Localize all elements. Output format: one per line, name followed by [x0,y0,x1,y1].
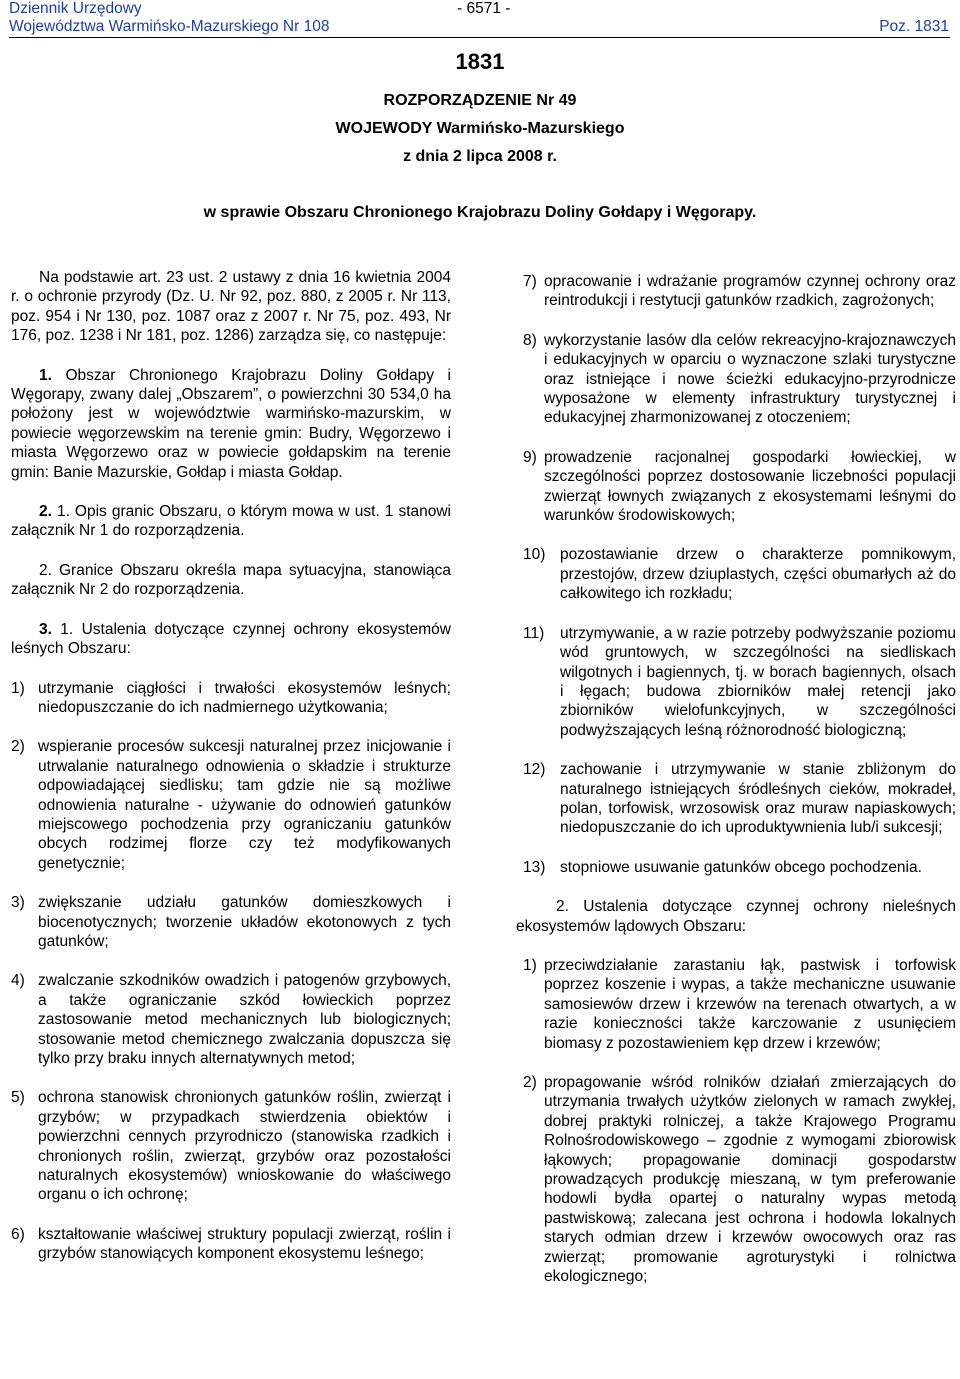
list-item-text: pozostawianie drzew o charakterze pomnikowym, przestojów, drzew dziuplastych, części obumarłych aż do całkowitego ich rozkładu; [560,546,956,603]
list-item-number: 8) [523,331,537,349]
list-item-text: wykorzystanie lasów dla celów rekreacyjno-krajoznawczych i edukacyjnych w oparciu o wyznaczone szlaki turystyczne oraz istniejące i nowe ścieżki edukacyjno-przyrodnicze wyposażone w elementy infrastruktury turystycznej i edukacyjnej zharmonizowanej z otoczeniem; [544,331,956,427]
list-item-text: utrzymywanie, a w razie potrzeby podwyższanie poziomu wód gruntowych, w szczególności na siedliskach wilgotnych i bagiennych, tj. w borach bagiennych, olsach i łęgach; budowa zbiorników małej retencji jako zbiorników wielofunkcyjnych, w szczególności podwyższających leśną różnorodność biologiczną; [560,624,956,739]
page-header [9,0,949,36]
section-2-text: 1. Opis granic Obszaru, o którym mowa w ust. 1 stanowi załącznik Nr 1 do rozporządzenia. [11,503,451,540]
section-1-number: 1. [39,366,52,384]
issuer: WOJEWODY Warmińsko-Mazurskiego [335,120,625,137]
list-item [11,1088,451,1204]
list-item [523,448,956,526]
section-2-number: 2. [39,503,52,521]
section-2-paragraph-2: 2. Granice Obszaru określa mapa sytuacyjna, stanowiąca załącznik Nr 2 do rozporządzenia. [11,561,451,599]
list-item-number: 6) [11,1225,25,1243]
list-item [523,331,956,428]
date-line: z dnia 2 lipca 2008 r. [403,148,557,165]
list-item [523,858,956,877]
list-item-number: 7) [523,273,537,290]
list-item-number: 2) [11,738,25,756]
list-item-text: zwiększanie udziału gatunków domieszkowych i biocenotycznych; tworzenie układów ekotonowych z tych gatunków; [38,894,451,950]
list-item-number: 12) [523,761,546,779]
list-item-number: 13) [523,858,546,876]
list-item-text: utrzymanie ciągłości i trwałości ekosystemów leśnych; niedopuszczanie do ich nadmiernego użytkowania; [38,679,451,716]
list-item [523,956,956,1053]
section-1 [11,366,451,482]
section-3-paragraph-2: 2. Ustalenia dotyczące czynnej ochrony nieleśnych ekosystemów lądowych Obszaru: [516,898,956,935]
list-item [523,624,956,740]
list-item-number: 3) [11,894,25,912]
section-1-text: Obszar Chronionego Krajobrazu Doliny Gołdapy i Węgorapy, zwany dalej „Obszarem”, o powierzchni 30 534,0 ha położony jest w województwie warmińsko-mazurskim, w powiecie węgorzewskim na terenie gmin: Budry, Węgorzewo i miasta Węgorzewo oraz w powiecie gołdapskim na terenie gmin: Banie Mazurskie, Gołdap i miasta Gołdap. [11,366,451,481]
journal-name: Dziennik Urzędowy [9,0,142,17]
page-number: - 6571 - [457,0,511,17]
section-3-text: 1. Ustalenia dotyczące czynnej ochrony ekosystemów leśnych Obszaru: [11,620,451,658]
list-item [11,971,451,1068]
act-number: 1831 [455,49,505,74]
regulation-title: ROZPORZĄDZENIE Nr 49 [383,92,577,109]
list-item [523,1073,956,1286]
list-item-number: 10) [523,546,546,564]
list-item-text: propagowanie wśród rolników działań zmierzających do utrzymania trwałych użytków zielonych w ramach zwykłej, dobrej praktyki rolniczej, a także Krajowego Programu Rolnośrodowiskowego – zgodnie z wymogami zbiorowisk łąkowych; propagowanie dominacji gospodarstw prowadzących produkcję mieszaną, w tym preferowanie hodowli bydła opartej o naturalny wypas metodą pastwiskową; zalecana jest ochrona i hodowla lokalnych starych odmian drzew i krzewów owocowych oraz ras zwierząt; promowanie agroturystyki i rolnictwa ekologicznego; [544,1074,956,1286]
section-3-number: 3. [39,620,52,638]
list-item [11,737,451,873]
list-item-text: stopniowe usuwanie gatunków obcego pochodzenia. [560,858,922,876]
list-item-text: zachowanie i utrzymywanie w stanie zbliżonym do naturalnego istniejących śródleśnych cieków, mokradeł, polan, torfowisk, wrzosowisk oraz muraw napiaskowych; niedopuszczanie do ich uproduktywnienia lub/i sukcesji; [560,761,956,837]
list-item-number: 5) [11,1089,25,1107]
list-item-number: 1) [11,679,25,697]
journal-voivodeship: Województwa Warmińsko-Mazurskiego Nr 108 [9,18,330,35]
position-number: Poz. 1831 [879,18,949,35]
section-3 [11,620,451,659]
list-item-text: kształtowanie właściwej struktury populacji zwierząt, roślin i grzybów stanowiących komponent ekosystemu leśnego; [38,1225,451,1263]
list-item-number: 9) [523,448,537,466]
list-item-number: 11) [523,624,545,642]
right-column [516,272,956,1306]
list-item [523,545,956,603]
intro-paragraph: Na podstawie art. 23 ust. 2 ustawy z dnia 16 kwietnia 2004 r. o ochronie przyrody (Dz. U. Nr 92, poz. 880, z 2005 r. Nr 113, poz. 954 i Nr 130, poz. 1087 oraz z 2007 r. Nr 75, poz. 493, Nr 176, poz. 1238 i Nr 181, poz. 1286) zarządza się, co następuje: [11,269,451,345]
list-item-number: 1) [523,956,537,974]
header-divider [9,37,950,38]
list-item-text: przeciwdziałanie zarastaniu łąk, pastwisk i torfowisk poprzez koszenie i wypas, a także mechaniczne usuwanie samosiewów drzew i krzewów na terenach otwartych, a w razie konieczności także karczowanie z usunięciem biomasy z pozostawieniem kęp drzew i krzewów; [544,956,956,1052]
list-item [523,272,956,311]
list-item-text: prowadzenie racjonalnej gospodarki łowieckiej, w szczególności poprzez dostosowanie liczebności populacji zwierząt łownych związanych z ekosystemami leśnymi do warunków środowiskowych; [544,448,956,525]
subject-line: w sprawie Obszaru Chronionego Krajobrazu Doliny Gołdapy i Węgorapy. [203,204,757,221]
list-item [11,1225,451,1264]
list-item [11,893,451,951]
list-item-text: ochrona stanowisk chronionych gatunków roślin, zwierząt i grzybów; w przypadkach stwierdzenia obiektów i powierzchni cennych przyrodniczo (stanowiska rzadkich i chronionych roślin, zwierząt, grzybów oraz pozostałości naturalnych ekosystemów) wnioskowanie do właściwego organu o ich ochronę; [38,1089,451,1204]
section-2 [11,502,451,541]
list-item-text: wspieranie procesów sukcesji naturalnej przez inicjowanie i utrwalanie naturalnego odnowienia o składzie i strukturze odpowiadającej siedlisku; tam gdzie nie są możliwe odnowienia naturalne - używanie do odnowień gatunków miejscowego pochodzenia przy ograniczaniu gatunków obcych rodzimej florze czy też modyfikowanych genetycznie; [38,738,451,872]
list-item [11,679,451,718]
left-column [11,268,451,1284]
list-item-number: 2) [523,1074,537,1091]
list-item [523,760,956,838]
list-item-text: zwalczanie szkodników owadzich i patogenów grzybowych, a także ograniczanie szkód łowieckich poprzez zastosowanie metod mechanicznych lub biologicznych; stosowanie metod chemicznego zwalczania dopuszcza się tylko przy braku innych alternatywnych metod; [38,972,451,1067]
list-item-text: opracowanie i wdrażanie programów czynnej ochrony oraz reintrodukcji i restytucji gatunków rzadkich, zagrożonych; [544,273,956,310]
list-item-number: 4) [11,972,25,990]
